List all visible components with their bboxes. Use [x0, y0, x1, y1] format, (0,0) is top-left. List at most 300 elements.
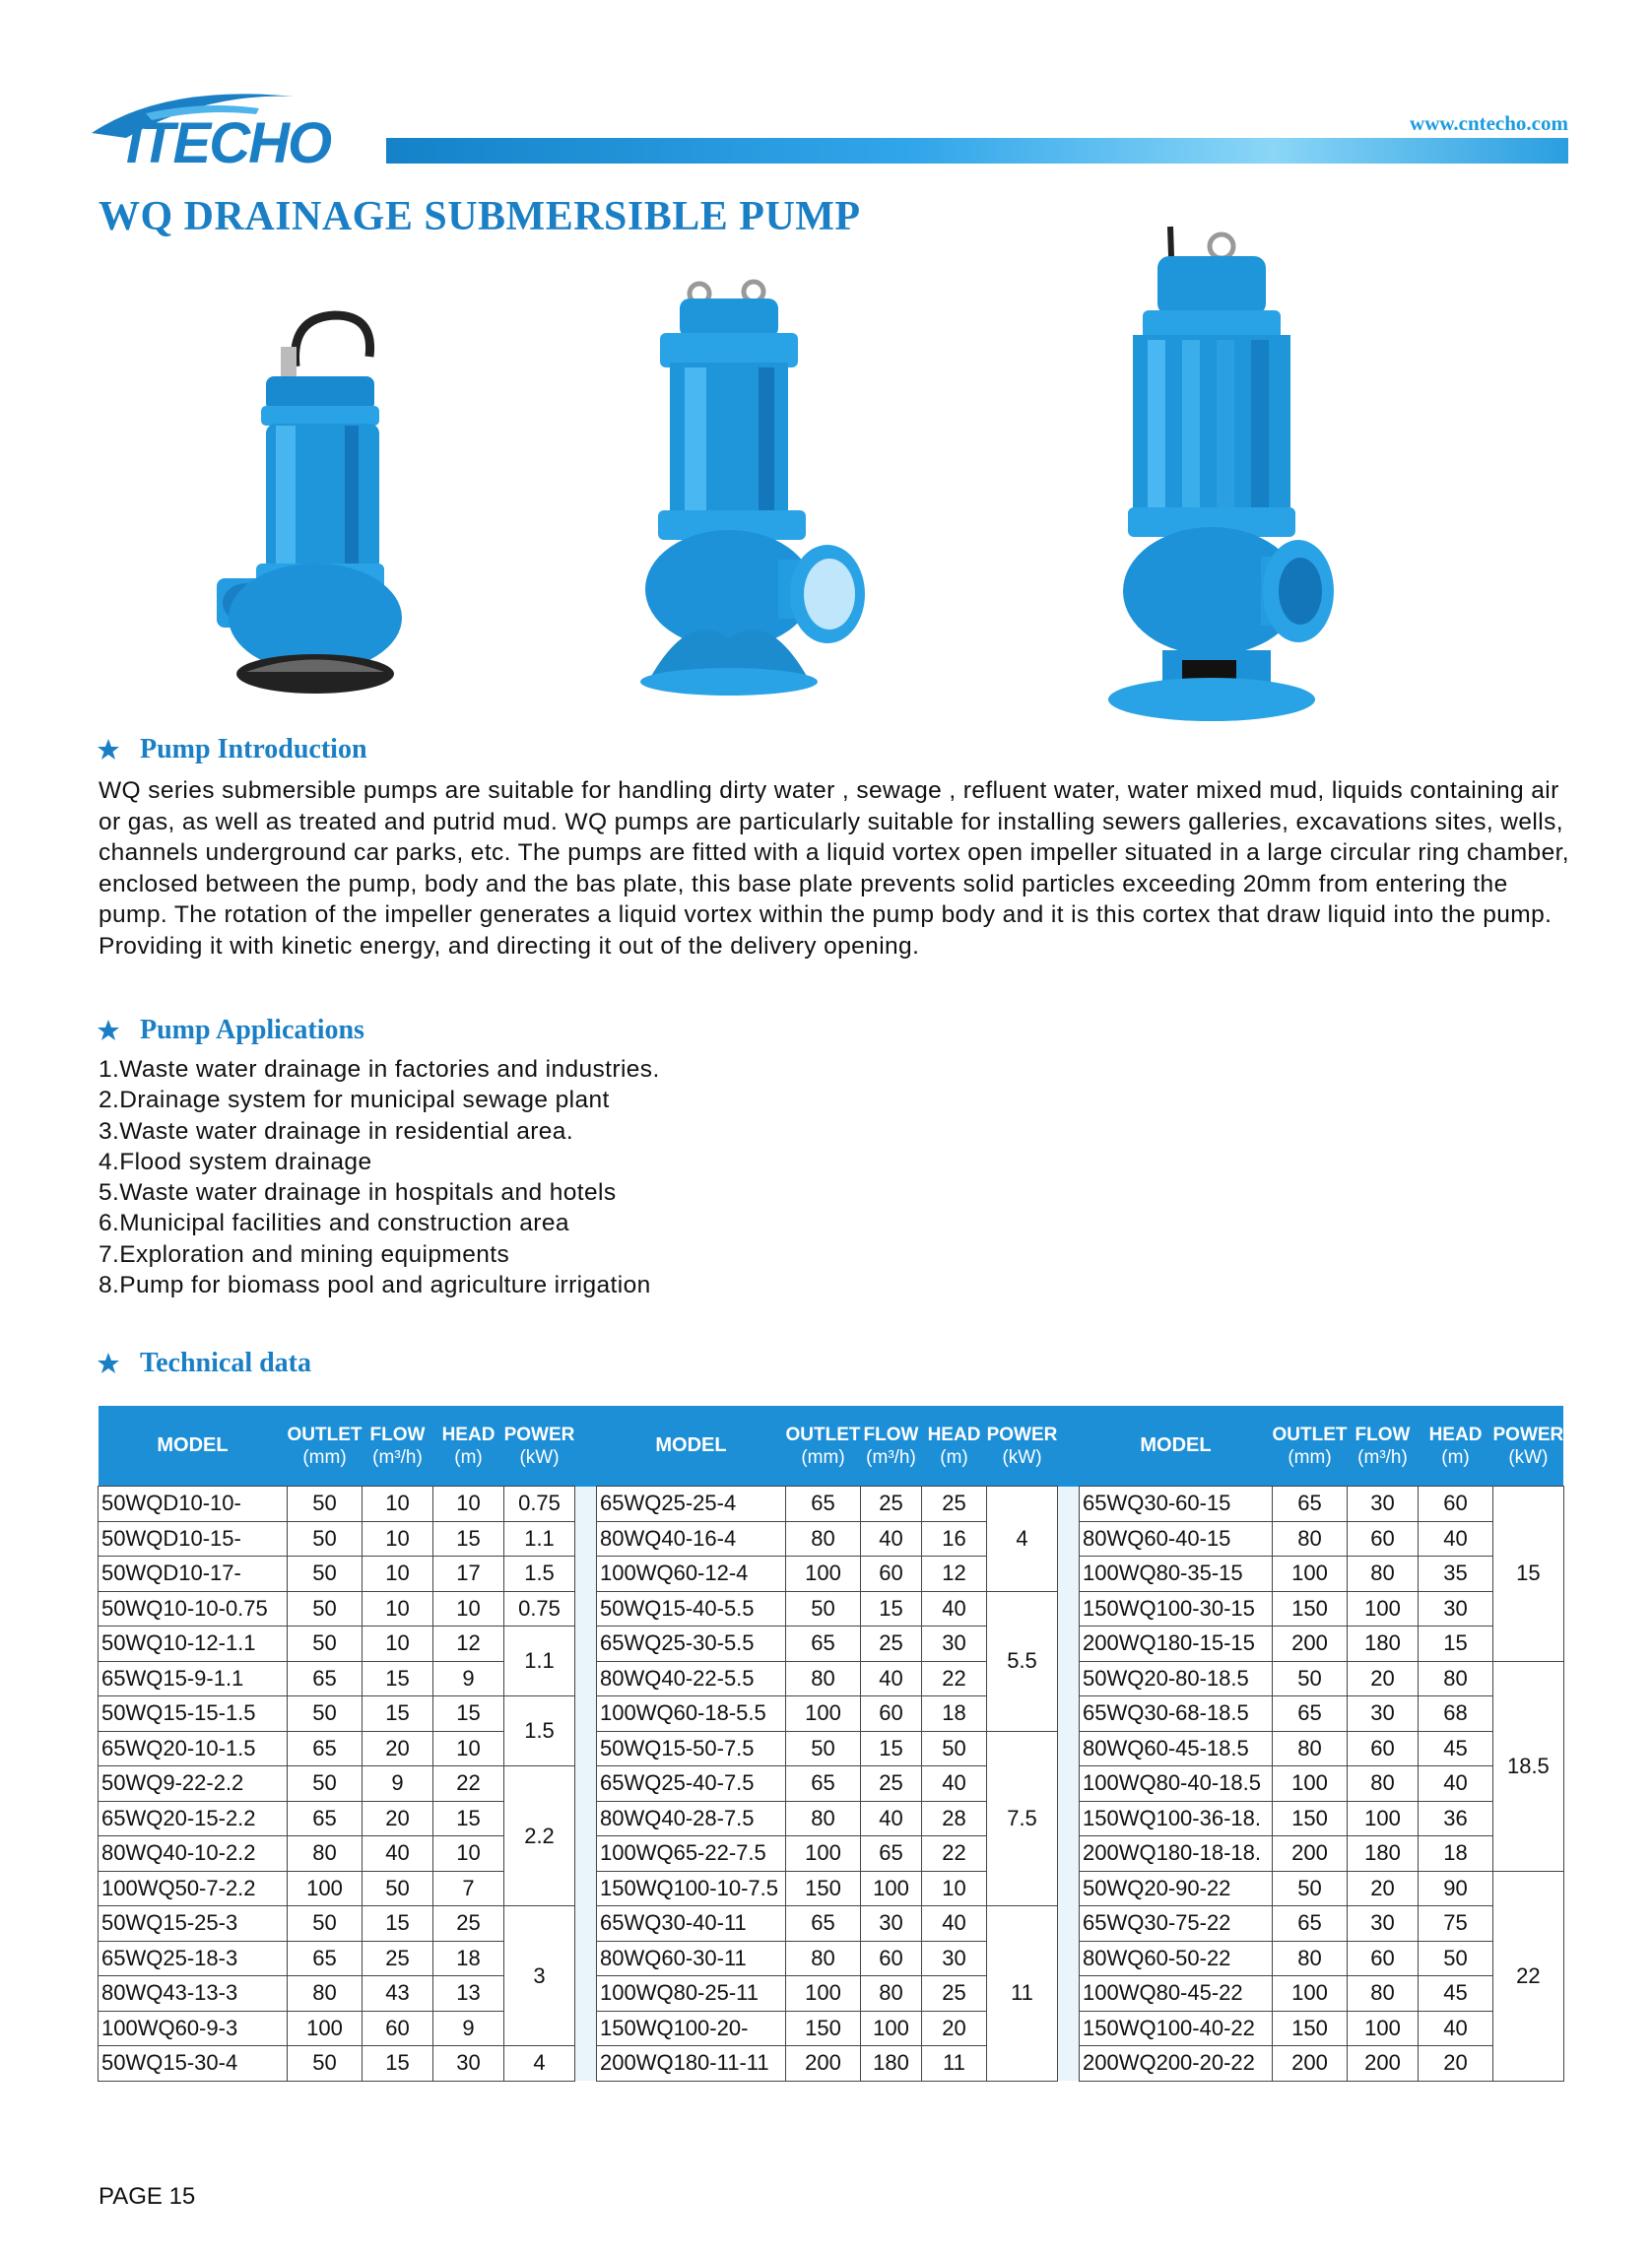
model-cell: 65WQ30-60-15	[1080, 1487, 1273, 1522]
value-cell: 180	[1348, 1836, 1419, 1872]
value-cell: 10	[433, 1591, 504, 1627]
column-gap	[575, 1731, 597, 1766]
power-cell: 7.5	[987, 1731, 1058, 1906]
column-gap	[1058, 2046, 1080, 2082]
column-gap	[1058, 1406, 1080, 1487]
model-cell: 65WQ30-75-22	[1080, 1906, 1273, 1942]
itecho-logo	[87, 79, 382, 169]
value-cell: 80	[861, 1976, 922, 2012]
value-cell: 100	[1273, 1976, 1348, 2012]
value-cell: 100	[288, 1871, 363, 1906]
value-cell: 150	[1273, 1591, 1348, 1627]
model-cell: 65WQ25-25-4	[597, 1487, 786, 1522]
tech-heading-label: Technical data	[140, 1348, 311, 1378]
value-cell: 50	[1419, 1941, 1493, 1976]
column-gap	[1058, 1627, 1080, 1662]
header-power: POWER (kW)	[987, 1406, 1058, 1487]
value-cell: 50	[288, 1906, 363, 1942]
value-cell: 40	[363, 1836, 433, 1872]
value-cell: 65	[1273, 1696, 1348, 1732]
model-cell: 150WQ100-20-	[597, 2011, 786, 2046]
applications-list	[99, 1054, 660, 1300]
model-cell: 65WQ25-18-3	[99, 1941, 288, 1976]
power-cell: 2.2	[504, 1766, 575, 1906]
power-cell: 4	[987, 1487, 1058, 1592]
value-cell: 40	[861, 1801, 922, 1836]
value-cell: 150	[1273, 1801, 1348, 1836]
column-gap	[575, 2011, 597, 2046]
star-icon	[97, 1019, 120, 1042]
list-item: 7.Exploration and mining equipments	[99, 1240, 510, 1268]
model-cell: 200WQ180-11-11	[597, 2046, 786, 2082]
value-cell: 50	[363, 1871, 433, 1906]
value-cell: 15	[363, 1696, 433, 1732]
value-cell: 40	[1419, 1521, 1493, 1557]
table-row	[99, 1487, 1564, 1522]
power-cell: 18.5	[1493, 1661, 1564, 1871]
table-row	[99, 1731, 1564, 1766]
model-cell: 80WQ40-22-5.5	[597, 1661, 786, 1696]
column-gap	[575, 2046, 597, 2082]
header-flow: FLOW (m³/h)	[363, 1406, 433, 1487]
value-cell: 22	[433, 1766, 504, 1802]
value-cell: 180	[1348, 1627, 1419, 1662]
model-cell: 150WQ100-30-15	[1080, 1591, 1273, 1627]
header-head: HEAD (m)	[433, 1406, 504, 1487]
value-cell: 15	[363, 1661, 433, 1696]
column-gap	[1058, 2011, 1080, 2046]
value-cell: 60	[363, 2011, 433, 2046]
value-cell: 50	[922, 1731, 987, 1766]
header-head: HEAD (m)	[922, 1406, 987, 1487]
model-cell: 150WQ100-40-22	[1080, 2011, 1273, 2046]
value-cell: 20	[363, 1731, 433, 1766]
header-flow: FLOW (m³/h)	[1348, 1406, 1419, 1487]
model-cell: 200WQ180-18-18.	[1080, 1836, 1273, 1872]
value-cell: 80	[1273, 1731, 1348, 1766]
value-cell: 20	[922, 2011, 987, 2046]
value-cell: 25	[363, 1941, 433, 1976]
list-item: 6.Municipal facilities and construction area	[99, 1210, 569, 1237]
header-flow: FLOW (m³/h)	[861, 1406, 922, 1487]
value-cell: 43	[363, 1976, 433, 2012]
column-gap	[1058, 1801, 1080, 1836]
value-cell: 12	[922, 1557, 987, 1592]
model-cell: 50WQD10-10-	[99, 1487, 288, 1522]
star-icon	[97, 738, 120, 762]
value-cell: 10	[363, 1557, 433, 1592]
value-cell: 25	[433, 1906, 504, 1942]
value-cell: 45	[1419, 1976, 1493, 2012]
list-item: 2.Drainage system for municipal sewage plant	[99, 1087, 610, 1114]
value-cell: 200	[1348, 2046, 1419, 2082]
table-row	[99, 1627, 1564, 1662]
header-model: MODEL	[99, 1406, 288, 1487]
value-cell: 20	[363, 1801, 433, 1836]
pump-image-medium	[630, 264, 867, 702]
column-gap	[575, 1557, 597, 1592]
model-cell: 100WQ80-25-11	[597, 1976, 786, 2012]
intro-heading-label: Pump Introduction	[140, 734, 367, 764]
star-icon	[97, 1352, 120, 1375]
table-row	[99, 1941, 1564, 1976]
value-cell: 100	[786, 1557, 861, 1592]
value-cell: 100	[1273, 1766, 1348, 1802]
model-cell: 80WQ43-13-3	[99, 1976, 288, 2012]
value-cell: 30	[922, 1627, 987, 1662]
value-cell: 80	[1348, 1976, 1419, 2012]
power-cell: 15	[1493, 1487, 1564, 1662]
value-cell: 200	[1273, 1836, 1348, 1872]
intro-paragraph: WQ series submersible pumps are suitable for handling dirty water , sewage , refluent water, water mixed mud, liquids containing air or gas, as well as treated and putrid mud. WQ pumps are particularly suitable for installing sewers galleries, excavations sites, wells, channels underground car parks, etc. The pumps are fitted with a liquid vortex open impeller situated in a large circular ring chamber, enclosed between the pump, body and the bas plate, this base plate prevents solid particles exceeding 20mm from entering the pump. The rotation of the impeller generates a liquid vortex within the pump body and it is this cortex that draw liquid into the pump. Providing it with kinetic energy, and directing it out of the delivery opening.	[99, 777, 1570, 960]
value-cell: 65	[288, 1941, 363, 1976]
value-cell: 200	[1273, 1627, 1348, 1662]
value-cell: 25	[861, 1487, 922, 1522]
value-cell: 50	[288, 2046, 363, 2082]
value-cell: 28	[922, 1801, 987, 1836]
value-cell: 17	[433, 1557, 504, 1592]
model-cell: 50WQ15-25-3	[99, 1906, 288, 1942]
model-cell: 100WQ80-40-18.5	[1080, 1766, 1273, 1802]
value-cell: 50	[288, 1591, 363, 1627]
table-row	[99, 1871, 1564, 1906]
value-cell: 50	[288, 1627, 363, 1662]
column-gap	[1058, 1696, 1080, 1732]
column-gap	[1058, 1871, 1080, 1906]
value-cell: 40	[922, 1591, 987, 1627]
value-cell: 60	[861, 1557, 922, 1592]
value-cell: 10	[433, 1836, 504, 1872]
column-gap	[575, 1661, 597, 1696]
value-cell: 40	[1419, 1766, 1493, 1802]
value-cell: 22	[922, 1836, 987, 1872]
column-gap	[1058, 1836, 1080, 1872]
value-cell: 50	[288, 1557, 363, 1592]
value-cell: 65	[786, 1906, 861, 1942]
header-outlet: OUTLET (mm)	[786, 1406, 861, 1487]
value-cell: 80	[786, 1661, 861, 1696]
value-cell: 40	[861, 1661, 922, 1696]
model-cell: 50WQ15-40-5.5	[597, 1591, 786, 1627]
value-cell: 20	[1348, 1661, 1419, 1696]
value-cell: 16	[922, 1521, 987, 1557]
model-cell: 65WQ25-40-7.5	[597, 1766, 786, 1802]
table-row	[99, 1696, 1564, 1732]
power-cell: 22	[1493, 1871, 1564, 2081]
value-cell: 15	[363, 1906, 433, 1942]
table-row	[99, 1976, 1564, 2012]
value-cell: 100	[861, 1871, 922, 1906]
website-url[interactable]: www.cntecho.com	[1410, 111, 1568, 135]
model-cell: 80WQ40-16-4	[597, 1521, 786, 1557]
value-cell: 100	[1348, 1801, 1419, 1836]
power-cell: 0.75	[504, 1487, 575, 1522]
column-gap	[575, 1627, 597, 1662]
table-row	[99, 1836, 1564, 1872]
value-cell: 100	[1348, 2011, 1419, 2046]
value-cell: 15	[861, 1591, 922, 1627]
value-cell: 80	[1273, 1941, 1348, 1976]
value-cell: 30	[1419, 1591, 1493, 1627]
page-number: PAGE 15	[99, 2183, 196, 2210]
list-item: 3.Waste water drainage in residential area.	[99, 1117, 574, 1145]
value-cell: 100	[288, 2011, 363, 2046]
model-cell: 200WQ200-20-22	[1080, 2046, 1273, 2082]
model-cell: 50WQ10-10-0.75	[99, 1591, 288, 1627]
column-gap	[575, 1941, 597, 1976]
header-power: POWER (kW)	[504, 1406, 575, 1487]
column-gap	[1058, 1591, 1080, 1627]
value-cell: 80	[786, 1941, 861, 1976]
value-cell: 25	[922, 1976, 987, 2012]
logo-text: ITECHO	[126, 111, 331, 169]
model-cell: 65WQ30-68-18.5	[1080, 1696, 1273, 1732]
value-cell: 65	[1273, 1487, 1348, 1522]
column-gap	[575, 1591, 597, 1627]
list-item: 8.Pump for biomass pool and agriculture irrigation	[99, 1272, 651, 1299]
tech-heading	[97, 1348, 311, 1379]
value-cell: 11	[922, 2046, 987, 2082]
model-cell: 50WQ20-90-22	[1080, 1871, 1273, 1906]
value-cell: 80	[288, 1976, 363, 2012]
column-gap	[575, 1871, 597, 1906]
value-cell: 60	[861, 1696, 922, 1732]
header-outlet: OUTLET (mm)	[288, 1406, 363, 1487]
column-gap	[1058, 1557, 1080, 1592]
model-cell: 80WQ40-10-2.2	[99, 1836, 288, 1872]
value-cell: 50	[288, 1487, 363, 1522]
power-cell: 11	[987, 1906, 1058, 2082]
column-gap	[1058, 1487, 1080, 1522]
value-cell: 60	[1348, 1521, 1419, 1557]
value-cell: 60	[861, 1941, 922, 1976]
column-gap	[1058, 1906, 1080, 1942]
value-cell: 30	[922, 1941, 987, 1976]
value-cell: 15	[1419, 1627, 1493, 1662]
value-cell: 15	[861, 1731, 922, 1766]
value-cell: 10	[363, 1487, 433, 1522]
value-cell: 9	[433, 1661, 504, 1696]
value-cell: 10	[433, 1487, 504, 1522]
column-gap	[575, 1836, 597, 1872]
value-cell: 30	[861, 1906, 922, 1942]
model-cell: 65WQ20-10-1.5	[99, 1731, 288, 1766]
pump-image-large	[1103, 217, 1350, 739]
power-cell: 1.1	[504, 1521, 575, 1557]
table-row	[99, 1591, 1564, 1627]
column-gap	[1058, 1661, 1080, 1696]
model-cell: 50WQ15-50-7.5	[597, 1731, 786, 1766]
power-cell: 5.5	[987, 1591, 1058, 1731]
power-cell: 1.5	[504, 1696, 575, 1766]
column-gap	[575, 1766, 597, 1802]
intro-heading	[97, 734, 367, 765]
table-row	[99, 1661, 1564, 1696]
value-cell: 50	[1273, 1871, 1348, 1906]
value-cell: 45	[1419, 1731, 1493, 1766]
value-cell: 80	[288, 1836, 363, 1872]
column-gap	[1058, 1941, 1080, 1976]
value-cell: 65	[1273, 1906, 1348, 1942]
value-cell: 18	[922, 1696, 987, 1732]
value-cell: 25	[922, 1487, 987, 1522]
value-cell: 100	[786, 1836, 861, 1872]
table-row	[99, 1906, 1564, 1942]
header-head: HEAD (m)	[1419, 1406, 1493, 1487]
table-row	[99, 1557, 1564, 1592]
value-cell: 65	[288, 1801, 363, 1836]
value-cell: 12	[433, 1627, 504, 1662]
value-cell: 30	[1348, 1906, 1419, 1942]
value-cell: 7	[433, 1871, 504, 1906]
model-cell: 150WQ100-36-18.	[1080, 1801, 1273, 1836]
value-cell: 200	[1273, 2046, 1348, 2082]
model-cell: 100WQ80-35-15	[1080, 1557, 1273, 1592]
value-cell: 65	[786, 1487, 861, 1522]
model-cell: 200WQ180-15-15	[1080, 1627, 1273, 1662]
list-item: 5.Waste water drainage in hospitals and hotels	[99, 1179, 617, 1207]
value-cell: 180	[861, 2046, 922, 2082]
header-outlet: OUTLET (mm)	[1273, 1406, 1348, 1487]
column-gap	[1058, 1976, 1080, 2012]
value-cell: 10	[922, 1871, 987, 1906]
column-gap	[1058, 1766, 1080, 1802]
value-cell: 60	[1419, 1487, 1493, 1522]
model-cell: 50WQ15-30-4	[99, 2046, 288, 2082]
value-cell: 30	[433, 2046, 504, 2082]
value-cell: 40	[861, 1521, 922, 1557]
power-cell: 1.5	[504, 1557, 575, 1592]
value-cell: 65	[861, 1836, 922, 1872]
value-cell: 25	[861, 1627, 922, 1662]
model-cell: 50WQ20-80-18.5	[1080, 1661, 1273, 1696]
model-cell: 100WQ60-18-5.5	[597, 1696, 786, 1732]
value-cell: 10	[433, 1731, 504, 1766]
column-gap	[575, 1906, 597, 1942]
header-model: MODEL	[597, 1406, 786, 1487]
table-row	[99, 1766, 1564, 1802]
model-cell: 100WQ50-7-2.2	[99, 1871, 288, 1906]
apps-heading	[97, 1015, 364, 1046]
table-row	[99, 2046, 1564, 2082]
value-cell: 22	[922, 1661, 987, 1696]
value-cell: 150	[786, 2011, 861, 2046]
value-cell: 36	[1419, 1801, 1493, 1836]
value-cell: 90	[1419, 1871, 1493, 1906]
model-cell: 100WQ60-9-3	[99, 2011, 288, 2046]
table-row	[99, 2011, 1564, 2046]
model-cell: 65WQ20-15-2.2	[99, 1801, 288, 1836]
value-cell: 100	[1273, 1557, 1348, 1592]
table-header-row	[99, 1406, 1564, 1487]
model-cell: 65WQ25-30-5.5	[597, 1627, 786, 1662]
power-cell: 4	[504, 2046, 575, 2082]
model-cell: 100WQ65-22-7.5	[597, 1836, 786, 1872]
column-gap	[575, 1696, 597, 1732]
value-cell: 50	[288, 1696, 363, 1732]
column-gap	[575, 1801, 597, 1836]
model-cell: 80WQ60-30-11	[597, 1941, 786, 1976]
header-bar	[386, 138, 1568, 164]
model-cell: 80WQ60-40-15	[1080, 1521, 1273, 1557]
value-cell: 18	[1419, 1836, 1493, 1872]
column-gap	[575, 1521, 597, 1557]
value-cell: 25	[861, 1766, 922, 1802]
table-body	[99, 1487, 1564, 2082]
pump-image-small	[207, 307, 419, 701]
header-model: MODEL	[1080, 1406, 1273, 1487]
value-cell: 80	[1348, 1557, 1419, 1592]
model-cell: 50WQ9-22-2.2	[99, 1766, 288, 1802]
value-cell: 100	[861, 2011, 922, 2046]
value-cell: 65	[786, 1627, 861, 1662]
power-cell: 1.1	[504, 1627, 575, 1696]
value-cell: 60	[1348, 1941, 1419, 1976]
model-cell: 65WQ30-40-11	[597, 1906, 786, 1942]
value-cell: 9	[433, 2011, 504, 2046]
list-item: 1.Waste water drainage in factories and industries.	[99, 1056, 660, 1083]
value-cell: 65	[288, 1731, 363, 1766]
value-cell: 50	[786, 1731, 861, 1766]
value-cell: 10	[363, 1521, 433, 1557]
table-row	[99, 1801, 1564, 1836]
value-cell: 18	[433, 1941, 504, 1976]
value-cell: 30	[1348, 1487, 1419, 1522]
value-cell: 65	[288, 1661, 363, 1696]
model-cell: 100WQ80-45-22	[1080, 1976, 1273, 2012]
value-cell: 15	[433, 1521, 504, 1557]
model-cell: 50WQ10-12-1.1	[99, 1627, 288, 1662]
value-cell: 150	[786, 1871, 861, 1906]
technical-data-table	[98, 1406, 1564, 2082]
model-cell: 80WQ40-28-7.5	[597, 1801, 786, 1836]
value-cell: 20	[1348, 1871, 1419, 1906]
value-cell: 100	[786, 1976, 861, 2012]
value-cell: 80	[1273, 1521, 1348, 1557]
value-cell: 80	[786, 1801, 861, 1836]
model-cell: 65WQ15-9-1.1	[99, 1661, 288, 1696]
apps-heading-label: Pump Applications	[140, 1015, 364, 1045]
value-cell: 50	[288, 1766, 363, 1802]
column-gap	[1058, 1521, 1080, 1557]
column-gap	[1058, 1731, 1080, 1766]
value-cell: 50	[786, 1591, 861, 1627]
column-gap	[575, 1406, 597, 1487]
value-cell: 40	[1419, 2011, 1493, 2046]
value-cell: 68	[1419, 1696, 1493, 1732]
value-cell: 60	[1348, 1731, 1419, 1766]
value-cell: 80	[1419, 1661, 1493, 1696]
model-cell: 150WQ100-10-7.5	[597, 1871, 786, 1906]
value-cell: 35	[1419, 1557, 1493, 1592]
value-cell: 10	[363, 1627, 433, 1662]
model-cell: 50WQD10-17-	[99, 1557, 288, 1592]
table-row	[99, 1521, 1564, 1557]
value-cell: 9	[363, 1766, 433, 1802]
model-cell: 50WQ15-15-1.5	[99, 1696, 288, 1732]
value-cell: 20	[1419, 2046, 1493, 2082]
value-cell: 15	[433, 1801, 504, 1836]
model-cell: 80WQ60-45-18.5	[1080, 1731, 1273, 1766]
column-gap	[575, 1976, 597, 2012]
value-cell: 100	[1348, 1591, 1419, 1627]
power-cell: 0.75	[504, 1591, 575, 1627]
value-cell: 13	[433, 1976, 504, 2012]
value-cell: 80	[1348, 1766, 1419, 1802]
value-cell: 75	[1419, 1906, 1493, 1942]
page-title: WQ DRAINAGE SUBMERSIBLE PUMP	[99, 194, 861, 239]
value-cell: 65	[786, 1766, 861, 1802]
